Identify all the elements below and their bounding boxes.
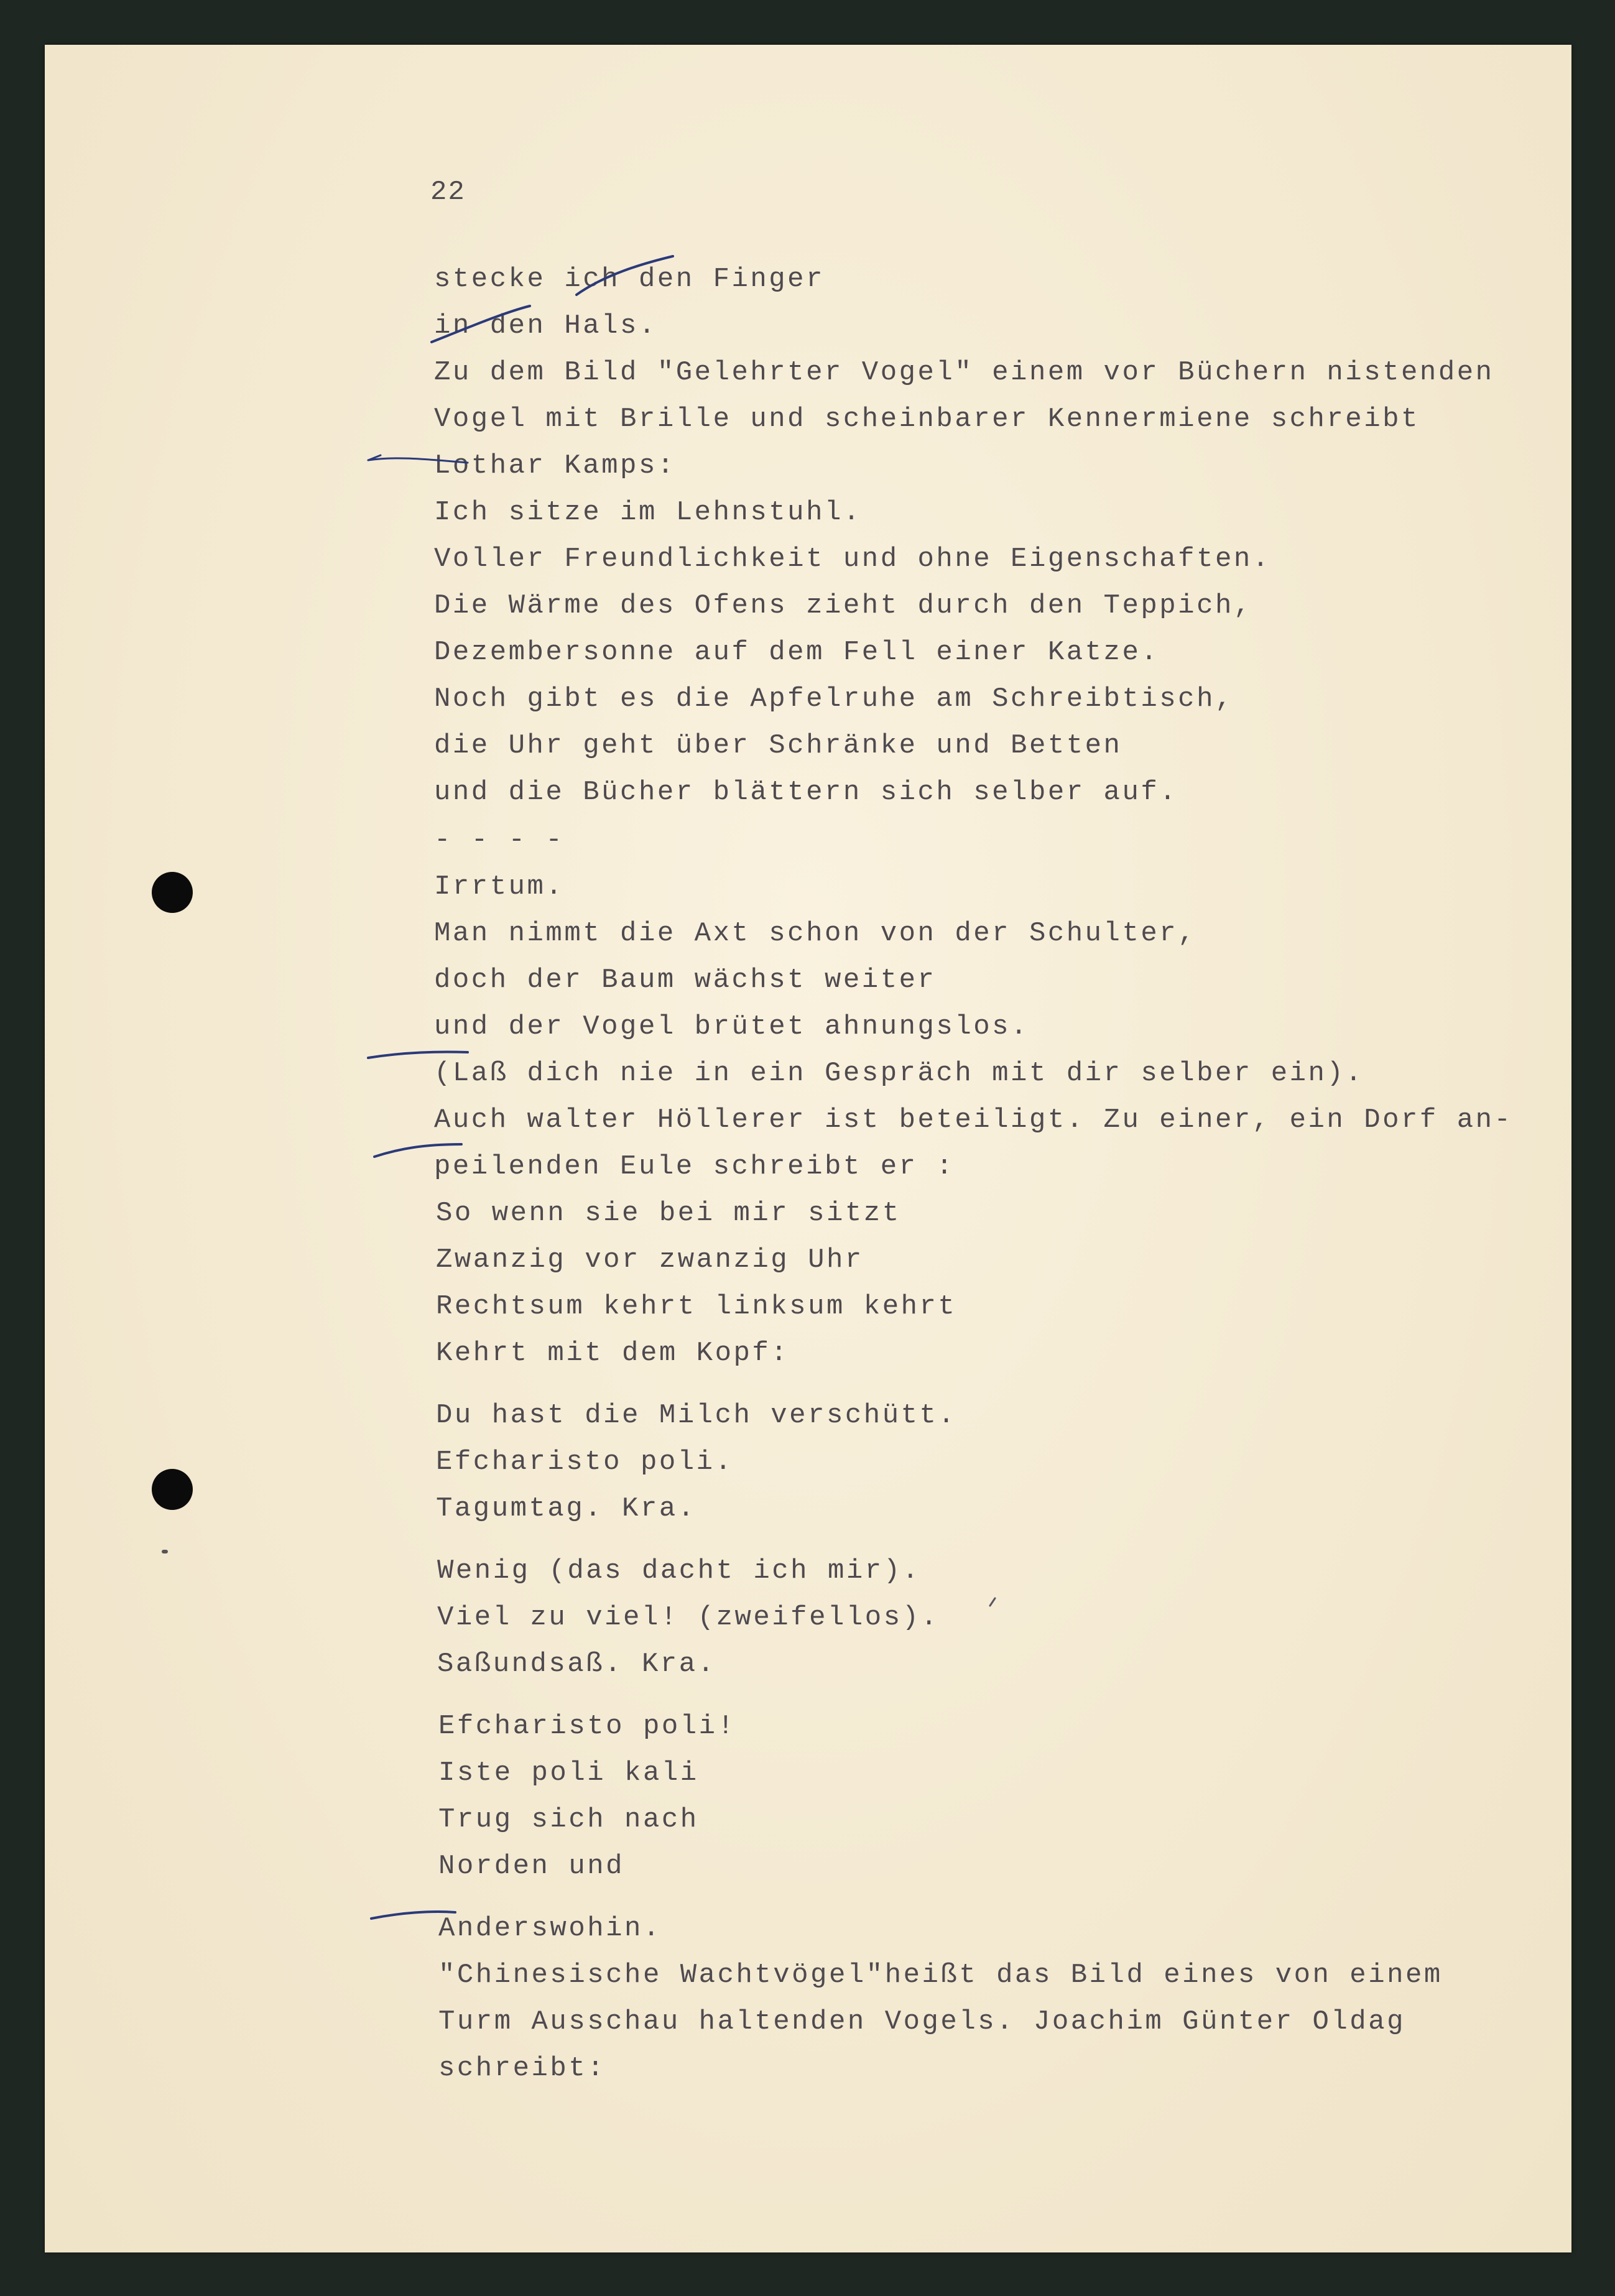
text-line: Vogel mit Brille und scheinbarer Kennermiene schreibt bbox=[434, 404, 1420, 435]
text-line: Viel zu viel! (zweifellos). bbox=[437, 1602, 940, 1633]
text-line: Man nimmt die Axt schon von der Schulter, bbox=[434, 918, 1197, 949]
text-line: stecke ich den Finger bbox=[434, 264, 825, 295]
text-line: Efcharisto poli! bbox=[438, 1711, 736, 1742]
text-line: und der Vogel brütet ahnungslos. bbox=[434, 1011, 1029, 1042]
text-line: Efcharisto poli. bbox=[436, 1447, 734, 1478]
text-line: Zwanzig vor zwanzig Uhr bbox=[436, 1244, 864, 1275]
text-line: Turm Ausschau haltenden Vogels. Joachim Günter Oldag bbox=[438, 2006, 1406, 2037]
typewritten-page bbox=[45, 45, 1571, 2252]
text-line: Zu dem Bild "Gelehrter Vogel" einem vor Büchern nistenden bbox=[434, 357, 1494, 388]
page-number: 22 bbox=[430, 177, 466, 208]
text-line: "Chinesische Wachtvögel"heißt das Bild eines von einem bbox=[438, 1960, 1443, 1991]
text-line: Wenig (das dacht ich mir). bbox=[437, 1555, 921, 1586]
text-line: Kehrt mit dem Kopf: bbox=[436, 1338, 790, 1369]
text-line: Norden und bbox=[438, 1851, 625, 1882]
typed-text-block bbox=[45, 45, 1571, 2252]
text-line: Noch gibt es die Apfelruhe am Schreibtisch, bbox=[434, 683, 1234, 715]
text-line: Trug sich nach bbox=[438, 1804, 699, 1835]
text-line: und die Bücher blättern sich selber auf. bbox=[434, 777, 1178, 808]
text-line: Ich sitze im Lehnstuhl. bbox=[434, 497, 862, 528]
text-line: Anderswohin. bbox=[438, 1913, 662, 1944]
text-line: So wenn sie bei mir sitzt bbox=[436, 1198, 901, 1229]
text-line: Tagumtag. Kra. bbox=[436, 1493, 696, 1524]
text-line: Auch walter Höllerer ist beteiligt. Zu einer, ein Dorf an- bbox=[434, 1104, 1513, 1136]
text-line: Iste poli kali bbox=[438, 1757, 699, 1789]
text-line: schreibt: bbox=[438, 2053, 606, 2084]
text-line: Rechtsum kehrt linksum kehrt bbox=[436, 1291, 957, 1322]
text-line: Lothar Kamps: bbox=[434, 450, 676, 481]
text-divider: - - - - bbox=[434, 825, 565, 856]
text-line: Du hast die Milch verschütt. bbox=[436, 1400, 957, 1431]
text-line: doch der Baum wächst weiter bbox=[434, 965, 937, 996]
text-line: Dezembersonne auf dem Fell einer Katze. bbox=[434, 637, 1160, 668]
text-line: Irrtum. bbox=[434, 871, 565, 902]
text-line: (Laß dich nie in ein Gespräch mit dir selber ein). bbox=[434, 1058, 1364, 1089]
text-line: in den Hals. bbox=[434, 310, 657, 341]
text-line: die Uhr geht über Schränke und Betten bbox=[434, 730, 1122, 761]
text-line: Die Wärme des Ofens zieht durch den Teppich, bbox=[434, 590, 1252, 621]
text-line: peilenden Eule schreibt er : bbox=[434, 1151, 955, 1182]
text-line: Saßundsaß. Kra. bbox=[437, 1649, 716, 1680]
text-line: Voller Freundlichkeit und ohne Eigenschaften. bbox=[434, 544, 1271, 575]
